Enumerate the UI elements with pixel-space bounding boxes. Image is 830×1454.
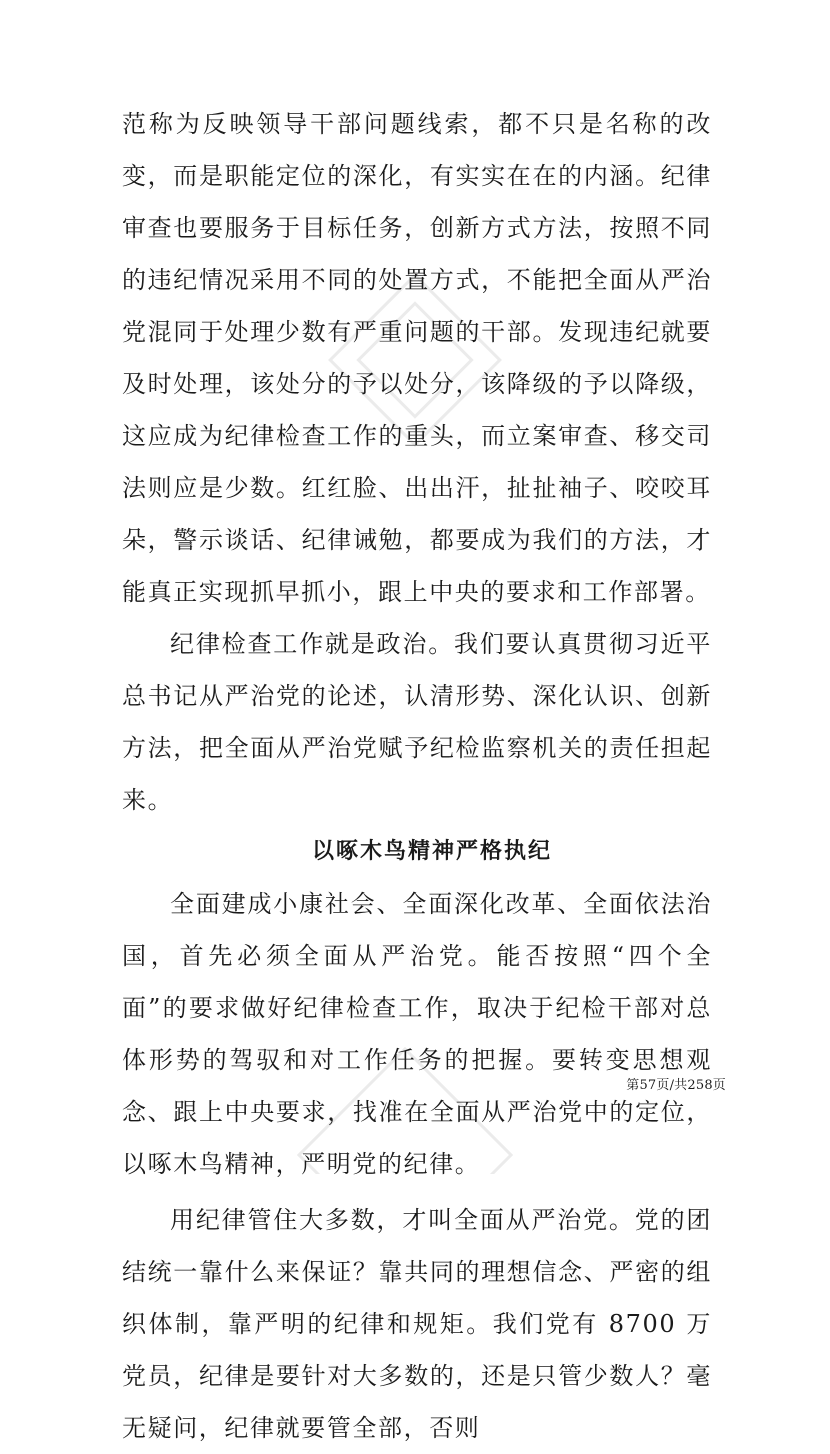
paragraph-2: 纪律检查工作就是政治。我们要认真贯彻习近平总书记从严治党的论述，认清形势、深化认识、创新方法，把全面从严治党赋予纪检监察机关的责任担起来。 xyxy=(122,630,712,814)
section-heading: 以啄木鸟精神严格执纪 xyxy=(311,839,552,864)
paragraph-4: 用纪律管住大多数，才叫全面从严治党。党的团结统一靠什么来保证？靠共同的理想信念、严密的组织体制，靠严明的纪律和规矩。我们党有 8700 万党员，纪律是要针对大多数的，还是只管少数人？毫无疑问，纪律就要管全部，否则 xyxy=(122,1206,712,1442)
page-number: 第57页/共258页 xyxy=(626,1078,726,1093)
document-body xyxy=(122,98,712,1454)
paragraph-3: 全面建成小康社会、全面深化改革、全面依法治国，首先必须全面从严治党。能否按照“四个全面”的要求做好纪律检查工作，取决于纪检干部对总体形势的驾驭和对工作任务的把握。要转变思想观念、跟上中央要求，找准在全面从严治党中的定位，以啄木鸟精神，严明党的纪律。 xyxy=(122,890,712,1178)
paragraph-1: 范称为反映领导干部问题线索，都不只是名称的改变，而是职能定位的深化，有实实在在的内涵。纪律审查也要服务于目标任务，创新方式方法，按照不同的违纪情况采用不同的处置方式，不能把全面从严治党混同于处理少数有严重问题的干部。发现违纪就要及时处理，该处分的予以处分，该降级的予以降级，这应成为纪律检查工作的重头，而立案审查、移交司法则应是少数。红红脸、出出汗，扯扯袖子、咬咬耳朵，警示谈话、纪律诫勉，都要成为我们的方法，才能真正实现抓早抓小，跟上中央的要求和工作部署。 xyxy=(122,110,712,606)
